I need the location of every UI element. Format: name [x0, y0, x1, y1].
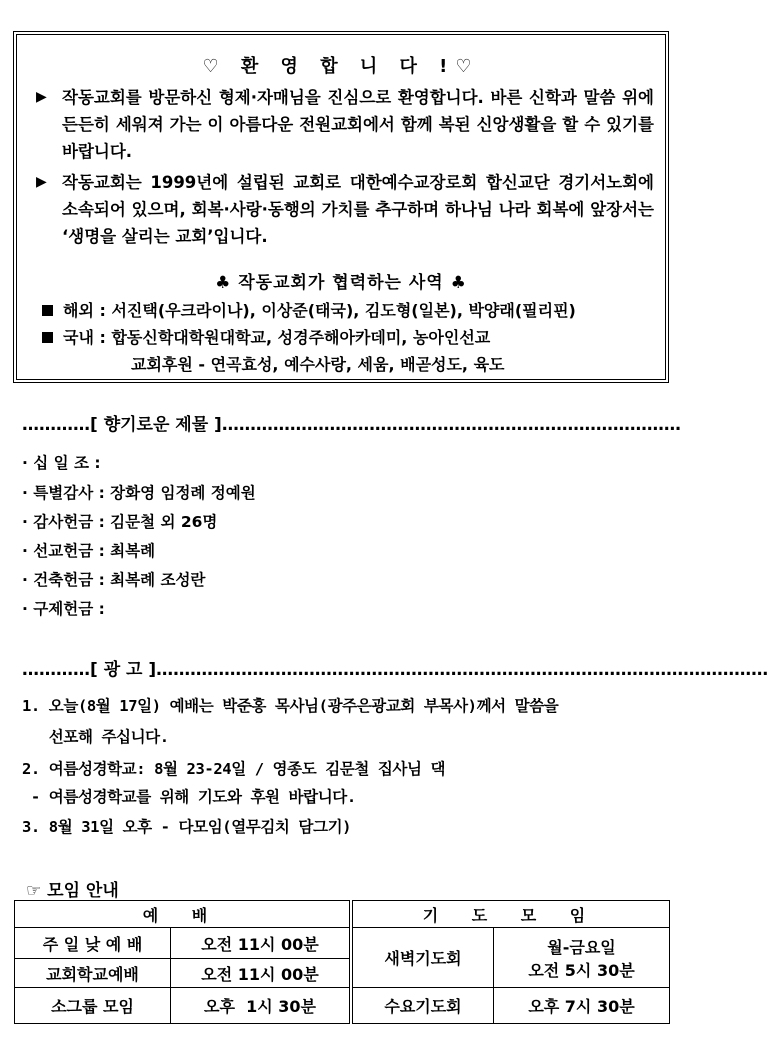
welcome-paragraph-1 [36, 84, 654, 165]
worship-time: 오후 1시 30분 [171, 988, 350, 1024]
overseas-ministry [42, 298, 576, 324]
notice-item-2-cont: - 여름성경학교를 위해 기도와 후원 바랍니다. [22, 788, 356, 806]
offering-relief: · 구제헌금 : [22, 600, 105, 618]
prayer-time: 오후 7시 30분 [494, 988, 670, 1024]
domestic-ministry-2: 교회후원 - 연곡효성, 예수사랑, 세움, 배곧성도, 육도 [131, 355, 505, 374]
prayer-name: 수요기도회 [353, 988, 494, 1024]
prayer-header: 기 도 모 임 [353, 901, 670, 928]
worship-time: 오전 11시 00분 [171, 959, 350, 988]
worship-name: 소그룹 모임 [15, 988, 171, 1024]
square-bullet-icon [42, 332, 53, 343]
notice-item-1-cont: 선포해 주십니다. [22, 728, 169, 746]
play-arrow-icon: ▶ [36, 174, 47, 190]
welcome-paragraph-2 [36, 169, 654, 250]
notice-item-1: 1. 오늘(8월 17일) 예배는 박준홍 목사님(광주은광교회 부목사)께서 말씀을 [22, 697, 559, 715]
welcome-box [13, 31, 669, 383]
notice-item-3: 3. 8월 31일 오후 - 다모임(열무김치 담그기) [22, 818, 352, 836]
welcome-paragraph-2-end: 입니다. [213, 227, 268, 246]
meeting-guide-title: ☞ 모임 안내 [26, 881, 119, 901]
domestic-ministry-text: 국내 : 합동신학대학원대학교, 성경주해아카데미, 농아인선교 [63, 328, 491, 347]
welcome-title: ♡ 환 영 합 니 다 !♡ [202, 56, 480, 77]
meeting-schedule-table [14, 900, 670, 1024]
ministry-title: ♣ 작동교회가 협력하는 사역 ♣ [215, 273, 467, 293]
prayer-name: 새벽기도회 [353, 928, 494, 988]
worship-name: 주 일 낮 예 배 [15, 928, 171, 959]
notices-header: …………[ 광 고 ]……………………………………………………………………………………………… [22, 660, 768, 680]
play-arrow-icon: ▶ [36, 89, 47, 105]
welcome-paragraph-1-text: 를 방문하신 형제·자매님을 진심으로 환영합니다. 바른 신학과 말씀 위에 든든히 세워져 가는 이 아름다운 전원교회에서 함께 복된 신앙생활을 할 수 있기를 바랍니다. [62, 88, 654, 161]
domestic-ministry [42, 325, 490, 351]
notice-item-2: 2. 여름성경학교: 8월 23-24일 / 영종도 김문철 집사님 댁 [22, 760, 446, 778]
offering-special-thanks: · 특별감사 : 장화영 임정례 정예원 [22, 484, 256, 502]
offering-tithe: · 십 일 조 : [22, 454, 101, 472]
offering-thanks: · 감사헌금 : 김문철 외 26명 [22, 513, 218, 531]
church-motto: ‘생명을 살리는 교회’ [62, 227, 214, 246]
prayer-time-value: 오전 5시 30분 [528, 960, 635, 980]
worship-name: 교회학교예배 [15, 959, 171, 988]
offering-building: · 건축헌금 : 최복례 조성란 [22, 571, 206, 589]
church-name: 작동교회 [62, 88, 126, 107]
offerings-header: …………[ 향기로운 제물 ]……………………………………………………………………… [22, 415, 681, 435]
prayer-time [494, 928, 670, 988]
prayer-days: 월-금요일 [547, 937, 616, 957]
overseas-ministry-text: 해외 : 서진택(우크라이나), 이상준(태국), 김도형(일본), 박양래(필리핀) [63, 301, 576, 320]
offering-mission: · 선교헌금 : 최복례 [22, 542, 156, 560]
worship-time: 오전 11시 00분 [171, 928, 350, 959]
welcome-paragraph-2-text: 는 1999년에 설립된 교회로 대한예수교장로회 합신교단 경기서노회에 소속되어 있으며, 회복·사랑·동행의 가치를 추구하며 하나님 나라 회복에 앞장서는 [62, 173, 654, 219]
square-bullet-icon [42, 305, 53, 316]
church-name: 작동교회 [62, 173, 126, 192]
worship-header: 예 배 [15, 901, 350, 928]
